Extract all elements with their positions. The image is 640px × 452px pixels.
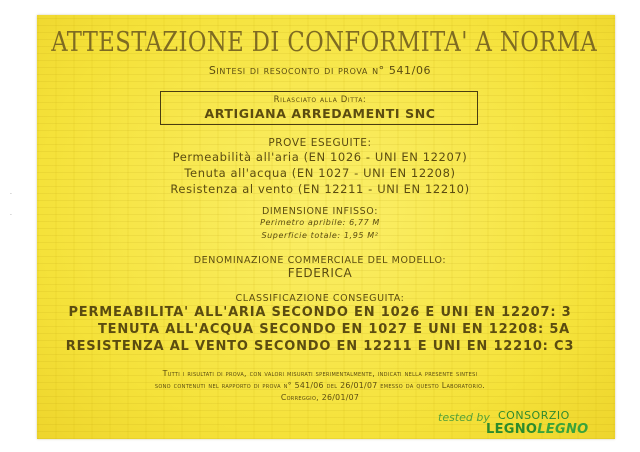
classification-water: TENUTA ALL'ACQUA SECONDO EN 1027 E UNI EN 12208: 5A (97, 322, 571, 337)
consorzio-legno-logo (438, 409, 598, 439)
document-subtitle: Sintesi di resoconto di prova n° 541/06 (208, 64, 432, 77)
scan-speck: · (10, 191, 12, 198)
surface-value: Superficie totale: 1,95 M² (261, 231, 379, 240)
document-title: ATTESTAZIONE DI CONFORMITA' A NORMA (51, 27, 598, 58)
model-name: FEDERICA (287, 266, 353, 280)
legno-wordmark-b: LEGNO (537, 422, 589, 437)
company-name: ARTIGIANA ARREDAMENTI SNC (204, 106, 436, 121)
tests-heading: PROVE ESEGUITE: (268, 137, 372, 149)
perimeter-value: Perimetro apribile: 6,77 M (260, 218, 380, 227)
classification-wind: RESISTENZA AL VENTO SECONDO EN 12211 E UNI EN 12210: C3 (65, 339, 575, 354)
model-heading: DENOMINAZIONE COMMERCIALE DEL MODELLO: (193, 255, 447, 266)
legno-wordmark-a: LEGNO (486, 422, 538, 437)
scan-speck-2: · (10, 212, 12, 219)
tested-by-label: tested by (438, 411, 490, 424)
test-line-wind: Resistenza al vento (EN 12211 - UNI EN 12210) (170, 182, 470, 196)
classification-heading: CLASSIFICAZIONE CONSEGUITA: (235, 293, 405, 304)
footer-note-1: Tutti i risultati di prova, con valori misurati sperimentalmente, indicati nella presente sintesi (162, 369, 478, 378)
test-line-air: Permeabilità all'aria (EN 1026 - UNI EN 12207) (172, 150, 468, 164)
issued-to-label: Rilasciato alla Ditta: (273, 95, 367, 105)
consorzio-label: CONSORZIO (498, 409, 570, 422)
test-line-water: Tenuta all'acqua (EN 1027 - UNI EN 12208) (184, 166, 456, 180)
footer-note-2: sono contenuti nel rapporto di prova n° 541/06 del 26/01/07 emesso da questo Laboratorio. (154, 381, 486, 390)
classification-air: PERMEABILITA' ALL'ARIA SECONDO EN 1026 E UNI EN 12207: 3 (68, 305, 572, 320)
footer-place-date: Correggio, 26/01/07 (280, 393, 360, 402)
legno-wordmark (486, 422, 589, 437)
dimension-heading: DIMENSIONE INFISSO: (261, 206, 378, 217)
